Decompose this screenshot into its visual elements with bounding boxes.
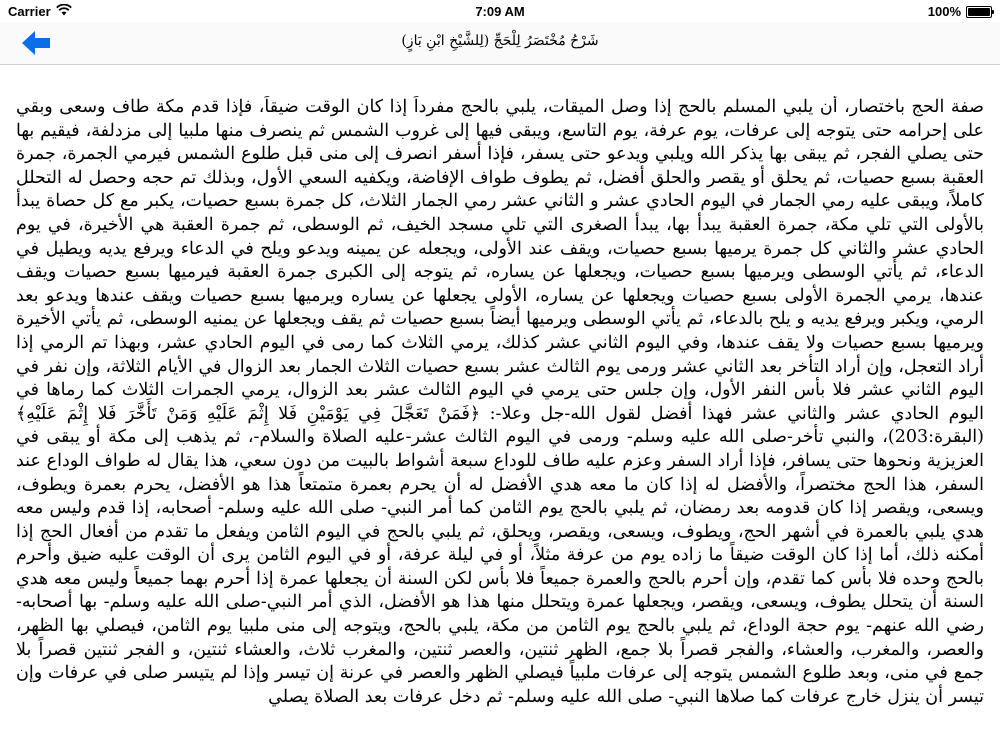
back-button[interactable] xyxy=(16,28,56,58)
carrier-label: Carrier xyxy=(8,4,51,19)
status-bar xyxy=(0,0,1000,22)
status-right xyxy=(928,4,992,19)
arrow-left-icon xyxy=(21,30,51,56)
navigation-bar xyxy=(0,22,1000,65)
page-title: شَرْحُ مُخْتَصَرُ لِلْحَجِّ (لِلشَّيْخِ ابْنِ بَازٍ) xyxy=(401,33,599,49)
battery-fill xyxy=(968,8,990,16)
battery-icon xyxy=(966,6,992,18)
article-text: صفة الحج باختصار، أن يلبي المسلم بالحج إذا وصل الميقات، يلبي بالحج مفرداً إذا كان الوقت ضيقاً، فإذا قدم مكة طاف وسعى وبقي على إحرامه حتى يتوجه إلى عرفات، يوم عرفة، يوم التاسع، ويبقى فيها إلى غروب الشمس ثم ينصرف منها ملبيا إلى مزدلفة، فيقيم بها حتى يصلي الفجر، ثم يبقى بها يذكر الله ويلبي ويدعو حتى يسفر، فإذا أسفر انصرف إلى منى قبل طلوع الشمس فيرمي الجمرة، جمرة العقبة بسبع حصيات، ثم يحلق أو يقصر والحلق أفضل، ثم يطوف طواف الإفاضة، ويكفيه السعي الأول، وبذلك تم حجه وحصل له التحلل كاملاً، ويبقى عليه رمي الجمار في اليوم الحادي عشر و الثاني عشر رمي الجمار الثلاث، كل جمرة بسبع حصيات، يكبر مع كل حصاة يبدأ بالأولى التي تلي مكة، جمرة العقبة يبدأ بها، يبدأ الصغرى التي تلي مسجد الخيف، ثم الوسطى، ثم جمرة العقبة هي الأخيرة، في يوم الحادي عشر والثاني كل جمرة يرميها بسبع حصيات، ويقف عند الأولى، ويجعله عن يمينه ويدعو ويلح في الدعاء ويرفع يديه ويطيل في الدعاء، ثم يأتي الوسطى ويرميها بسبع حصيات، ويجعلها عن يساره، ثم يتوجه إلى الكبرى جمرة العقبة فيرميها بسبع حصيات ويقف عندها، يرمي الجمرة الأولى بسبع حصيات ويجعلها عن يساره، الأولى يجعلها عن يساره ويرميها بسبع حصيات ويقف عندها ويدعو بعد الرمي، ويكبر ويرفع يديه و يلح بالدعاء، ثم يأتي الوسطى ويرميها أيضاً بسبع حصيات ثم يقف ويجعلها عن يمنيه الوسطى، ثم يأتي الأخيرة ويرميها بسبع حصيات ولا يقف عندها، وفي اليوم الثاني عشر كذلك، يرمي الثلاث كما رمى في اليوم الحادي عشر، وبهذا تم الرمي إذا أراد التعجل، وإن أراد التأخر بعد الثاني عشر ورمى يوم الثالث عشر بسبع حصيات الثلاث الجمار بعد الزوال في الأيام الثلاثة، وإن نفر في اليوم الثاني عشر فلا بأس النفر الأول، وإن جلس حتى يرمي في اليوم الثالث عشر بعد الزوال، يرمي الجمرات الثلاث كما رماها في اليوم الحادي عشر والثاني عشر فهذا أفضل لقول الله-جل وعلا-: ﴿فَمَنْ تَعَجَّلَ فِي يَوْمَيْنِ فَلا إِثْمَ عَلَيْهِ وَمَنْ تَأَخَّرَ فَلا إِثْمَ عَلَيْهِ﴾ (البقرة:203)، والنبي تأخر-صلى الله عليه وسلم- ورمى في اليوم الثالث عشر-عليه الصلاة والسلام-، ثم يذهب إلى مكة أو يبقى في العزيزية ونحوها حتى يسافر، فإذا أراد السفر وعزم عليه طاف للوداع سبعة أشواط بالبيت من دون سعي، هذا يقال له طواف الوداع عند السفر، هذا الحج مختصراً، والأفضل له إذا كان ما معه هدي الأفضل له أن يحرم بعمرة متمتعاً هذا هو الأفضل، يحرم بعمرة ويطوف، ويسعى، ويقصر إذا كان قدومه بعد رمضان، ثم يلبي بالحج يوم الثامن كما أمر النبي- صلى الله عليه وسلم- أصحابه، إذا قدم وليس معه هدي يلبي بالعمرة في أشهر الحج، ويطوف، ويسعى، ويقصر، ويحلق، ثم يلبي بالحج في اليوم الثامن ويفعل ما تقدم من أفعال الحج إذا أمكنه ذلك، أما إذا كان الوقت ضيقاً ما زاده يوم من عرفة مثلاً، أو في ليلة عرفة، أو في اليوم الثامن يرى أن الوقت عليه ضيق وأحرم بالحج وحده فلا بأس كما تقدم، وإن أحرم بالحج والعمرة جميعاً فلا بأس لكن السنة أن يجعلها عمرة إذا أحرم بهما جميعاً وليس معه هدي السنة أن يتحلل يطوف، ويسعى، ويقصر، ويجعلها عمرة ويتحلل منها هذا هو الأفضل، الذي أمر النبي-صلى الله عليه وسلم- بها أصحابه- رضي الله عنهم- يوم حجة الوداع، ثم يلبي بالحج يوم الثامن من مكة، يلبي بالحج، ويتوجه إلى منى ملبيا يوم الثامن، فيصلي بها الظهر، والعصر، والمغرب، والعشاء، والفجر قصراً بلا جمع، الظهر ثنتين، والعصر ثنتين، والمغرب ثلاث، والعشاء ثنتين، و الفجر ثنتين قصراً بلا جمع في منى، وبعد طلوع الشمس يتوجه إلى عرفات ملبياً فيصلي الظهر والعصر في عرنة إن تيسر وإذا لم يتيسر صلى في عرفات وإن تيسر أن ينزل خارج عرفات كما صلاها النبي- صلى الله عليه وسلم- ثم دخل عرفات بعد الصلاة يصلي xyxy=(16,97,984,707)
battery-percent: 100% xyxy=(927,4,961,19)
status-time: 7:09 AM xyxy=(475,4,525,19)
